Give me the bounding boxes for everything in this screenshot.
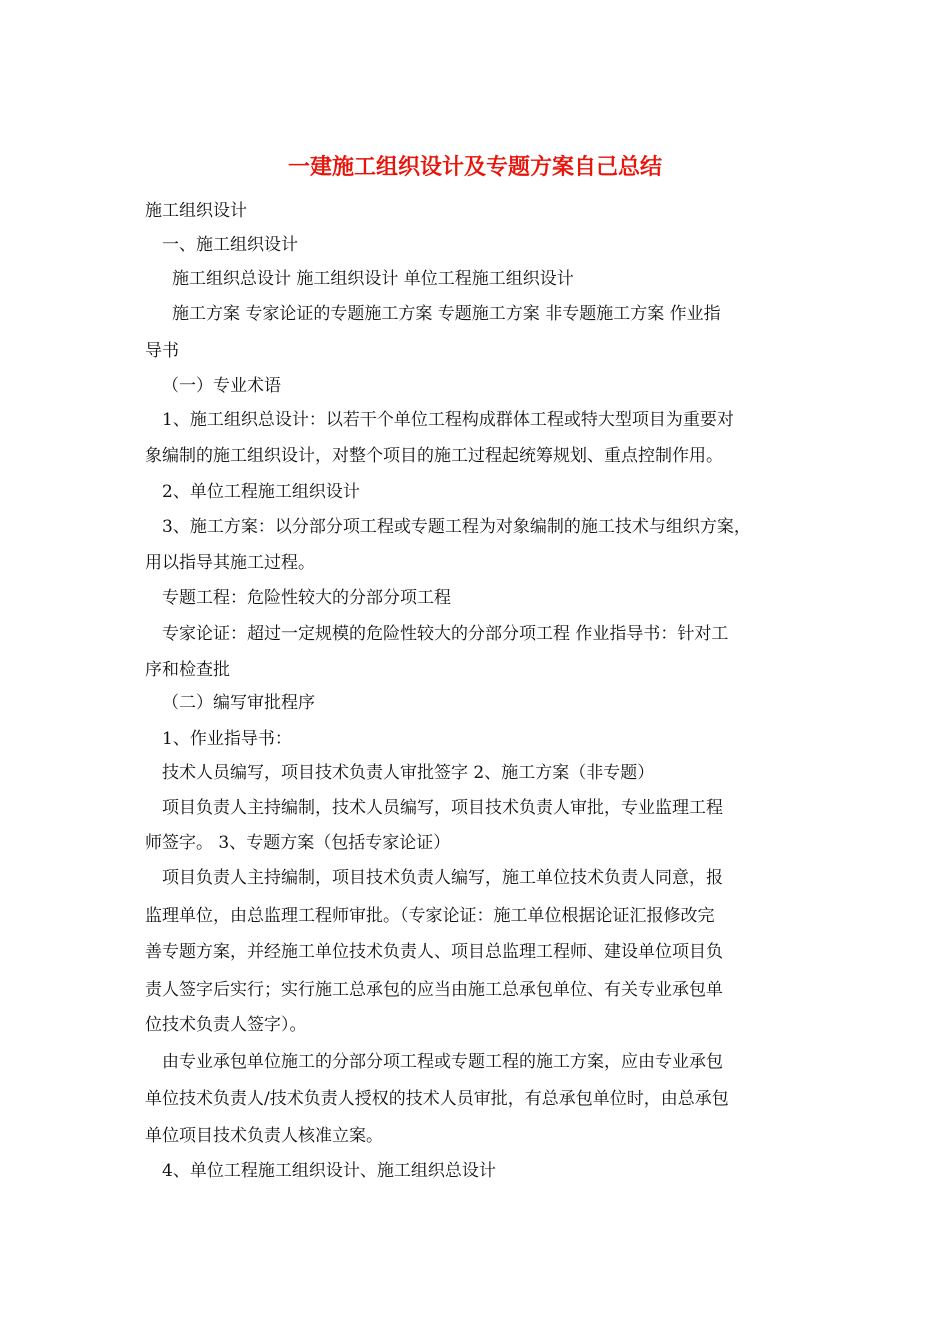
text-line: 由专业承包单位施工的分部分项工程或专题工程的施工方案，应由专业承包: [162, 1052, 723, 1072]
text-line: 2、单位工程施工组织设计: [162, 482, 360, 502]
text-line: 1、作业指导书：: [162, 729, 292, 749]
text-line: 单位技术负责人/技术负责人授权的技术人员审批，有总承包单位时，由总承包: [145, 1089, 729, 1109]
text-line: 项目负责人主持编制，技术人员编写，项目技术负责人审批，专业监理工程: [162, 798, 723, 818]
text-line: 导书: [145, 341, 179, 361]
text-line: 象编制的施工组织设计，对整个项目的施工过程起统筹规划、重点控制作用。: [145, 446, 723, 466]
text-line: 技术人员编写，项目技术负责人审批签字 2、施工方案（非专题）: [162, 763, 655, 783]
text-line: 4、单位工程施工组织设计、施工组织总设计: [162, 1161, 496, 1181]
text-line: 1、施工组织总设计：以若干个单位工程构成群体工程或特大型项目为重要对: [162, 410, 734, 430]
text-line: 位技术负责人签字）。: [145, 1015, 307, 1035]
text-line: 施工组织总设计 施工组织设计 单位工程施工组织设计: [172, 269, 574, 289]
text-line: 一、施工组织设计: [162, 235, 298, 255]
text-line: （一）专业术语: [162, 376, 281, 396]
text-line: 单位项目技术负责人核准立案。: [145, 1126, 383, 1146]
text-line: 监理单位，由总监理工程师审批。（专家论证：施工单位根据论证汇报修改完: [145, 906, 715, 926]
text-line: 项目负责人主持编制，项目技术负责人编写，施工单位技术负责人同意，报: [162, 868, 723, 888]
text-line: 专题工程：危险性较大的分部分项工程: [162, 588, 451, 608]
text-line: 序和检查批: [145, 660, 230, 680]
text-line: 施工方案 专家论证的专题施工方案 专题施工方案 非专题施工方案 作业指: [172, 304, 721, 324]
text-line: 善专题方案，并经施工单位技术负责人、项目总监理工程师、建设单位项目负: [145, 942, 723, 962]
document-title: 一建施工组织设计及专题方案自己总结: [287, 155, 662, 180]
text-line: 施工组织设计: [145, 201, 247, 221]
text-line: 专家论证：超过一定规模的危险性较大的分部分项工程 作业指导书：针对工: [162, 624, 729, 644]
text-line: （二）编写审批程序: [162, 693, 315, 713]
text-line: 用以指导其施工过程。: [145, 553, 315, 573]
text-line: 师签字。 3、专题方案（包括专家论证）: [145, 833, 451, 853]
text-line: 3、施工方案：以分部分项工程或专题工程为对象编制的施工技术与组织方案，: [162, 517, 751, 537]
text-line: 责人签字后实行；实行施工总承包的应当由施工总承包单位、有关专业承包单: [145, 980, 723, 1000]
